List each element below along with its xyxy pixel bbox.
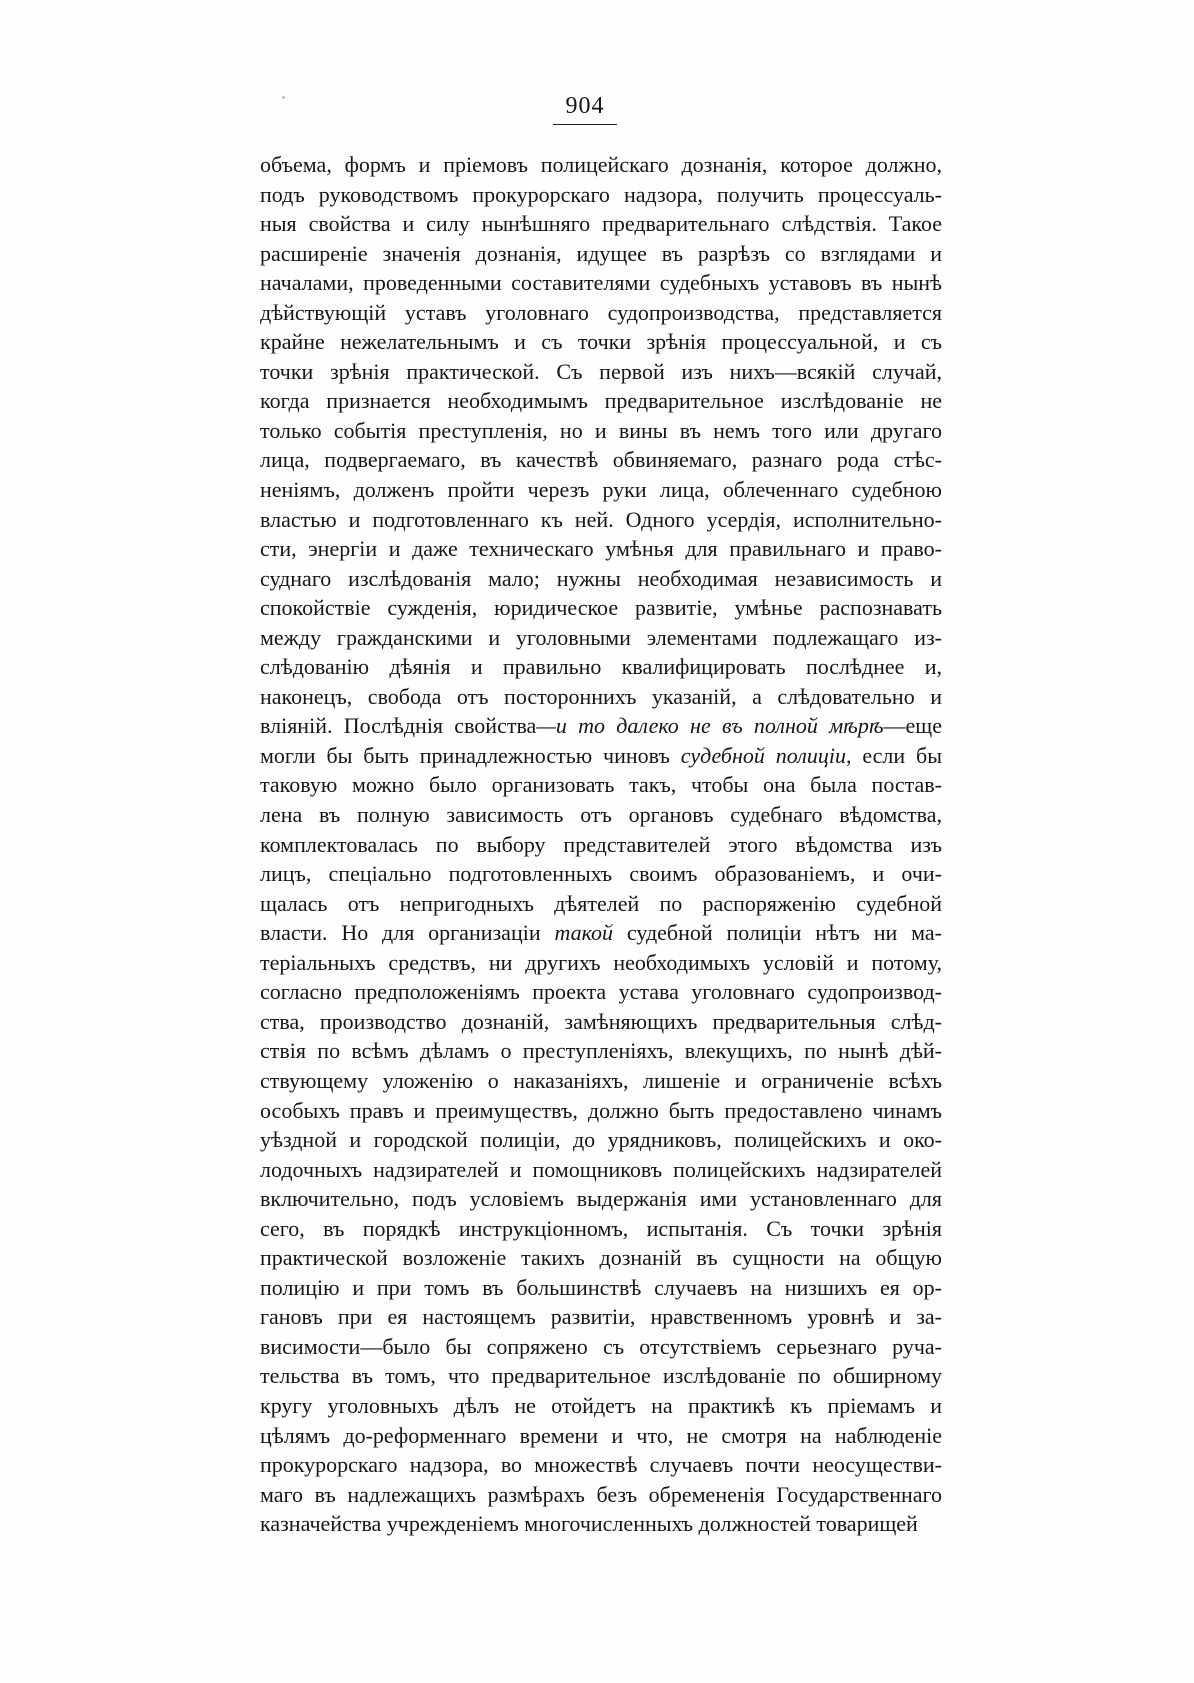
text-line [260, 445, 942, 475]
text-line [260, 682, 942, 712]
text-segment: тельства въ томъ, что предварительное изслѣдованіе по обширному [260, 1363, 942, 1389]
text-line [260, 1450, 942, 1480]
text-segment: вліяній. Послѣднія свойства [260, 713, 537, 739]
text-segment: началами, проведенными составителями судебныхъ уставовъ въ нынѣ [260, 270, 942, 296]
text-segment: маго въ надлежащихъ размѣрахъ безъ обремененія Государственнаго [260, 1481, 942, 1507]
text-segment: дѣйствующій уставъ уголовнаго судопроизводства, представляется [260, 299, 942, 325]
text-line [260, 800, 942, 830]
text-line [260, 298, 942, 328]
text-line [260, 180, 942, 210]
text-segment: лица, подвергаемаго, въ качествѣ обвиняемаго, разнаго рода стѣс- [260, 447, 942, 473]
text-segment: таковую можно было организовать такъ, чтобы она была постав- [260, 772, 942, 798]
text-segment: точки зрѣнія практической. Съ первой изъ нихъ—всякій случай, [260, 358, 942, 384]
text-segment: властью и подготовленнаго къ ней. Одного усердія, исполнительно- [260, 506, 942, 532]
text-line [260, 977, 942, 1007]
text-segment: спокойствіе сужденія, юридическое развитіе, умѣнье распознавать [260, 595, 942, 621]
text-line [260, 1273, 942, 1303]
text-line [260, 623, 942, 653]
text-line [260, 386, 942, 416]
text-line [260, 150, 942, 180]
text-segment: гановъ при ея настоящемъ развитіи, нравственномъ уровнѣ и за- [260, 1304, 942, 1330]
text-segment: слѣдованію дѣянія и правильно квалифицировать послѣднее и, [260, 654, 942, 680]
text-segment: уѣздной и городской полиціи, до урядниковъ, полицейскихъ и око- [260, 1127, 942, 1153]
text-line [260, 1421, 942, 1451]
text-line [260, 1214, 942, 1244]
text-line [260, 889, 942, 919]
text-segment: крайне нежелательнымъ и съ точки зрѣнія процессуальной, и съ [260, 329, 942, 355]
text-line [260, 948, 942, 978]
text-segment: власти. Но для организаціи [260, 920, 555, 946]
text-segment: лодочныхъ надзирателей и помощниковъ полицейскихъ надзирателей [260, 1156, 942, 1182]
text-line [260, 1509, 942, 1539]
text-line [260, 268, 942, 298]
page-number-rule [553, 124, 617, 125]
text-line [260, 1125, 942, 1155]
text-segment: включительно, подъ условіемъ выдержанія ими установленнаго для [260, 1186, 942, 1212]
text-segment: расширеніе значенія дознанія, идущее въ разрѣзъ со взглядами и [260, 240, 942, 266]
text-line [260, 770, 942, 800]
text-segment: только событія преступленія, но и вины въ немъ того или другаго [260, 417, 942, 443]
text-segment: подъ руководствомъ прокурорскаго надзора, получить процессуаль- [260, 181, 942, 207]
text-line [260, 1184, 942, 1214]
text-line [260, 416, 942, 446]
text-line [260, 652, 942, 682]
text-segment: теріальныхъ средствъ, ни другихъ необходимыхъ условій и потому, [260, 949, 942, 975]
text-segment: когда признается необходимымъ предварительное изслѣдованіе не [260, 388, 942, 414]
text-segment: лена въ полную зависимость отъ органовъ судебнаго вѣдомства, [260, 802, 942, 828]
text-segment: могли бы быть принадлежностью чиновъ [260, 742, 681, 768]
italic-phrase: судебной полиціи [680, 742, 846, 768]
text-segment: согласно предположеніямъ проекта устава уголовнаго судопроизвод- [260, 979, 942, 1005]
text-segment: лицъ, спеціально подготовленныхъ своимъ образованіемъ, и очи- [260, 861, 942, 887]
text-segment: комплектовалась по выбору представителей этого вѣдомства изъ [260, 831, 942, 857]
text-line [260, 327, 942, 357]
text-line [260, 1480, 942, 1510]
text-segment: неніямъ, долженъ пройти черезъ руки лица, облеченнаго судебною [260, 477, 942, 503]
text-segment: наконецъ, свобода отъ постороннихъ указаній, а слѣдовательно и [260, 683, 942, 709]
text-segment: между гражданскими и уголовными элементами подлежащаго из- [260, 624, 942, 650]
text-segment: ствующему уложенію о наказаніяхъ, лишеніе и ограниченіе всѣхъ [260, 1067, 942, 1093]
text-segment: , если бы [845, 742, 942, 768]
text-line [260, 918, 942, 948]
text-line [260, 239, 942, 269]
text-line [260, 711, 942, 741]
text-line [260, 1361, 942, 1391]
text-line [260, 1007, 942, 1037]
text-segment: ствія по всѣмъ дѣламъ о преступленіяхъ, влекущихъ, по нынѣ дѣй- [260, 1038, 942, 1064]
text-line [260, 357, 942, 387]
text-segment: практической возложеніе такихъ дознаній въ сущности на общую [260, 1245, 942, 1271]
body-text [260, 150, 942, 1539]
text-segment: кругу уголовныхъ дѣлъ не отойдетъ на практикѣ къ пріемамъ и [260, 1392, 942, 1418]
text-line [260, 1096, 942, 1126]
italic-phrase: такой [554, 920, 614, 946]
text-segment: сти, энергіи и даже техническаго умѣнья для правильнаго и право- [260, 536, 942, 562]
text-line [260, 1302, 942, 1332]
text-line [260, 859, 942, 889]
text-segment: сего, въ порядкѣ инструкціонномъ, испытанія. Съ точки зрѣнія [260, 1215, 942, 1241]
text-segment: судебной полиціи нѣтъ ни ма- [613, 920, 942, 946]
text-line [260, 1155, 942, 1185]
text-segment: —еще [883, 713, 942, 739]
text-line [260, 1066, 942, 1096]
scan-speck [282, 96, 285, 99]
text-line [260, 534, 942, 564]
text-segment: щалась отъ непригодныхъ дѣятелей по распоряженію судебной [260, 890, 942, 916]
text-line [260, 475, 942, 505]
text-line [260, 505, 942, 535]
text-line [260, 593, 942, 623]
text-line [260, 1391, 942, 1421]
text-line [260, 1243, 942, 1273]
text-segment: висимости—было бы сопряжено съ отсутствіемъ серьезнаго руча- [260, 1333, 942, 1359]
text-segment: казначейства учрежденіемъ многочисленныхъ должностей товарищей [260, 1511, 918, 1537]
italic-phrase: —и то далеко не въ полной мѣрѣ [536, 713, 884, 739]
text-segment: суднаго изслѣдованія мало; нужны необходимая независимость и [260, 565, 942, 591]
text-segment: особыхъ правъ и преимуществъ, должно быть предоставлено чинамъ [260, 1097, 942, 1123]
page-number: 904 [565, 93, 605, 119]
text-line [260, 1332, 942, 1362]
text-line [260, 741, 942, 771]
text-line [260, 564, 942, 594]
text-line [260, 1036, 942, 1066]
text-segment: ства, производство дознаній, замѣняющихъ предварительныя слѣд- [260, 1008, 942, 1034]
text-line [260, 830, 942, 860]
text-segment: прокурорскаго надзора, во множествѣ случаевъ почти неосуществи- [260, 1452, 942, 1478]
text-segment: ныя свойства и силу нынѣшняго предварительнаго слѣдствія. Такое [260, 211, 942, 237]
text-segment: цѣлямъ до-реформеннаго времени и что, не смотря на наблюденіе [260, 1422, 942, 1448]
text-line [260, 209, 942, 239]
text-segment: объема, формъ и пріемовъ полицейскаго дознанія, которое должно, [260, 152, 942, 177]
text-segment: полицію и при томъ въ большинствѣ случаевъ на низшихъ ея ор- [260, 1274, 942, 1300]
